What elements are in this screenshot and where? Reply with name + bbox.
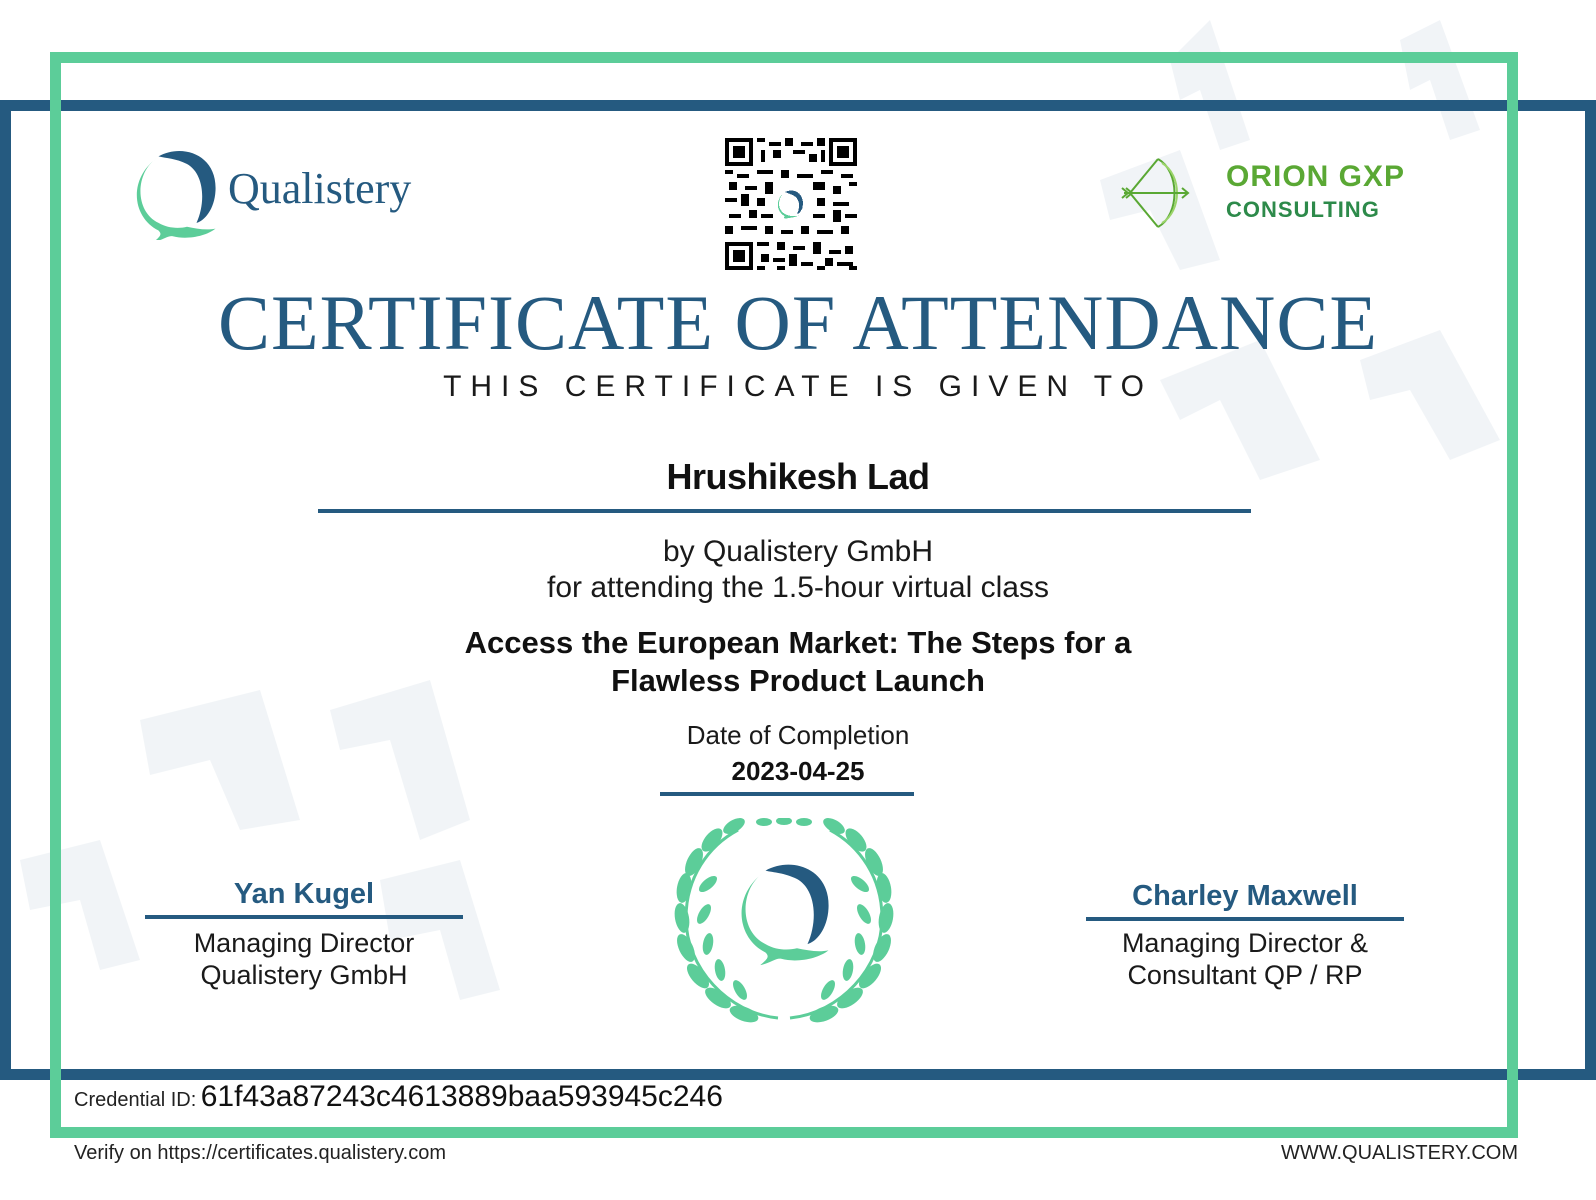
signatory-left (145, 878, 463, 991)
signatory-role-line2: Consultant QP / RP (1127, 960, 1363, 990)
attendance-line: for attending the 1.5-hour virtual class (547, 571, 1049, 604)
signatory-role-line1: Managing Director & (1121, 928, 1369, 958)
qualistery-q-logo-icon (130, 145, 225, 240)
verify-link[interactable]: Verify on https://certificates.qualistery.com (74, 1142, 447, 1164)
date-underline (660, 792, 914, 796)
signatory-name: Yan Kugel (233, 878, 375, 910)
recipient-underline (318, 509, 1251, 513)
signatory-role-line2: Qualistery GmbH (200, 960, 408, 990)
credential-value: 61f43a87243c4613889baa593945c246 (200, 1080, 723, 1113)
certificate-title: CERTIFICATE OF ATTENDANCE (218, 279, 1378, 366)
signature-line (145, 915, 463, 919)
laurel-wreath-q-seal-icon (668, 818, 900, 1033)
bow-arrow-icon (1118, 155, 1194, 231)
orion-gxp-logo (1118, 155, 1438, 235)
website-link[interactable]: WWW.QUALISTERY.COM (1280, 1142, 1518, 1164)
qr-code[interactable] (725, 138, 857, 270)
qualistery-wordmark: Qualistery (228, 164, 412, 213)
orion-gxp-title: ORION GXP (1226, 160, 1406, 193)
qr-code-icon (725, 138, 857, 270)
qualistery-logo (130, 145, 440, 240)
credential-label: Credential ID: (74, 1089, 197, 1111)
date-value: 2023-04-25 (731, 756, 865, 786)
signatory-role-line1: Managing Director (193, 928, 415, 958)
orion-consulting-subtitle: CONSULTING (1226, 197, 1380, 222)
course-title-line2: Flawless Product Launch (611, 663, 985, 698)
signature-line (1086, 917, 1404, 921)
recipient-name: Hrushikesh Lad (666, 456, 930, 497)
credential-id (74, 1080, 723, 1114)
signatory-right (1086, 880, 1404, 991)
date-label: Date of Completion (686, 720, 910, 750)
issuer-line: by Qualistery GmbH (662, 535, 934, 568)
certificate-subtitle: THIS CERTIFICATE IS GIVEN TO (443, 370, 1153, 403)
signatory-name: Charley Maxwell (1132, 880, 1358, 912)
laurel-seal (668, 818, 900, 1033)
course-title-line1: Access the European Market: The Steps for a (464, 625, 1132, 660)
